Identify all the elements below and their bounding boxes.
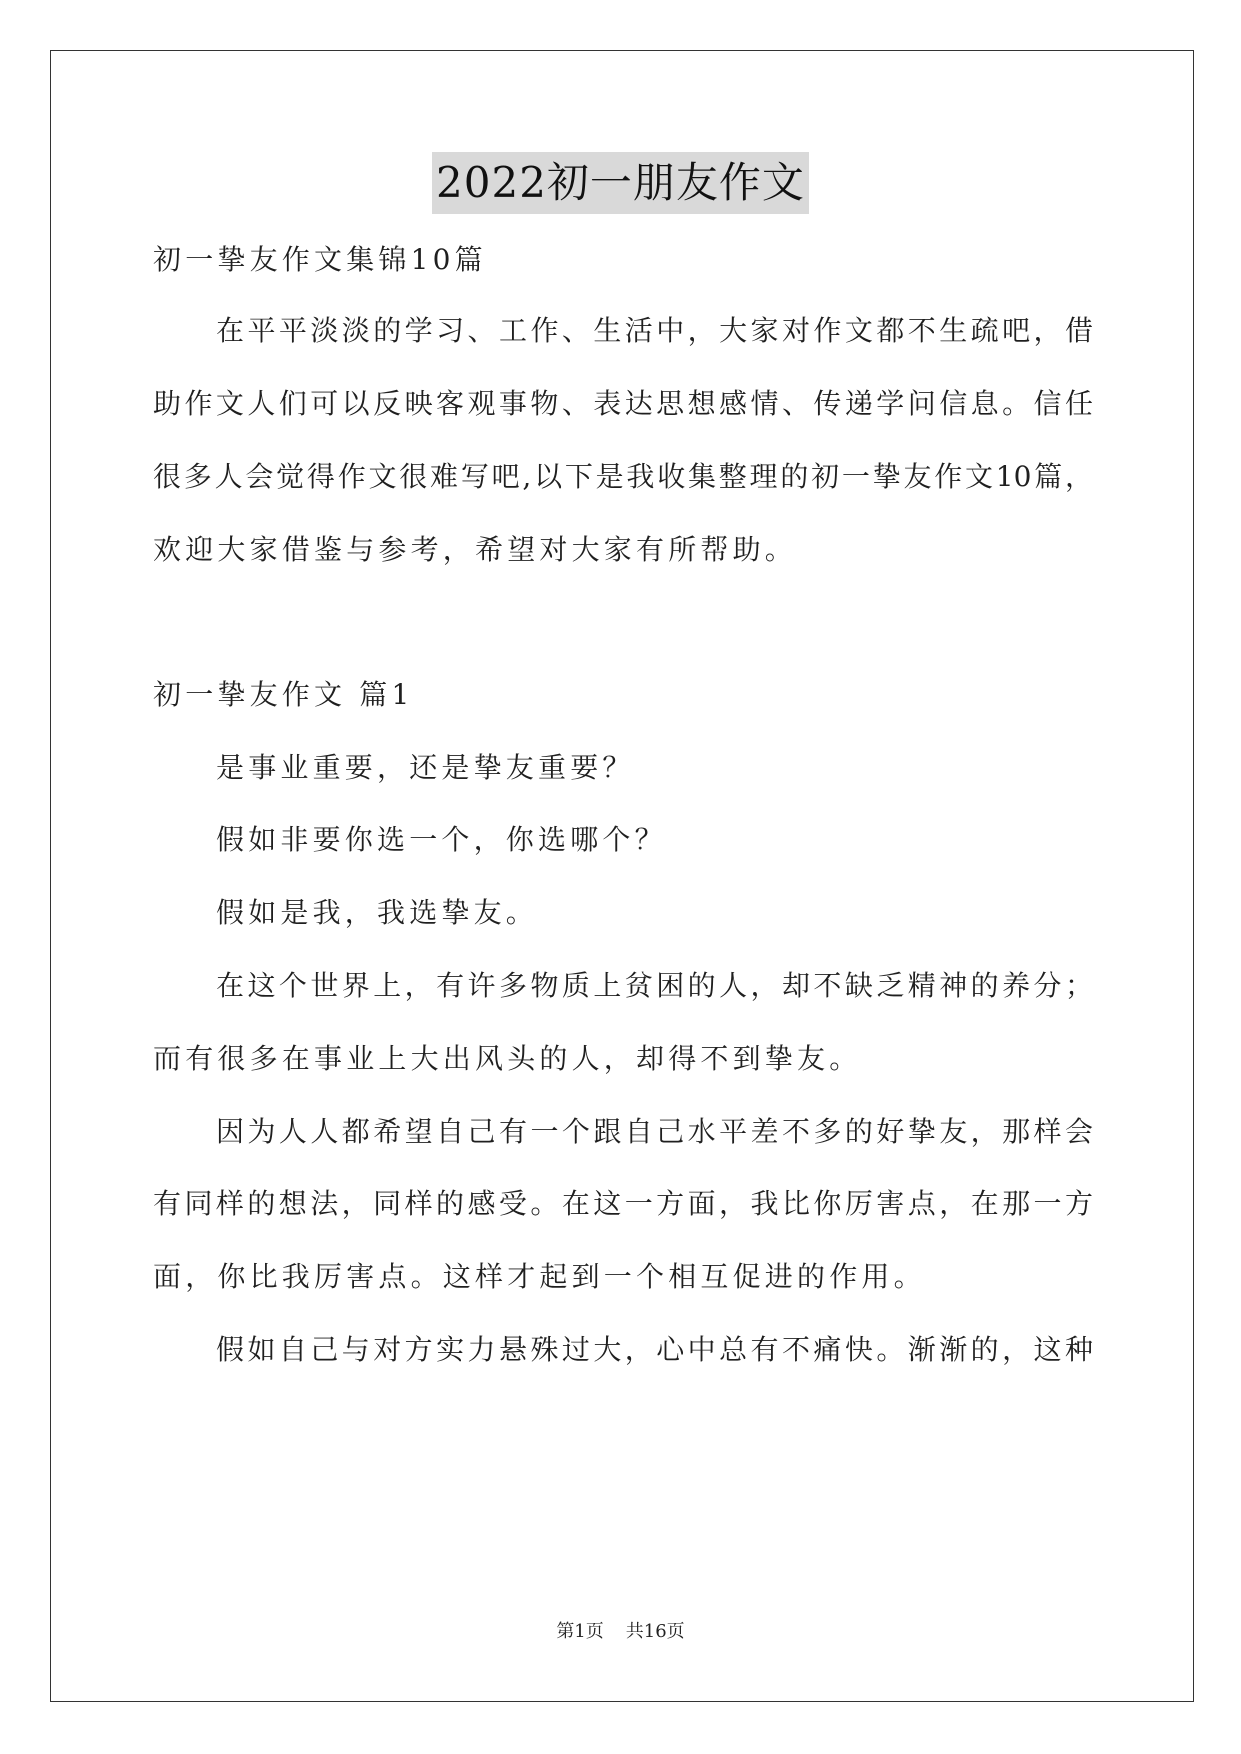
intro-line: 助作文人们可以反映客观事物、表达思想感情、传递学问信息。信任 <box>153 387 1093 420</box>
page-footer <box>0 1620 1241 1644</box>
intro-line: 欢迎大家借鉴与参考，希望对大家有所帮助。 <box>153 533 798 566</box>
page-total: 共16页 <box>625 1621 685 1642</box>
body-line: 而有很多在事业上大出风头的人，却得不到挚友。 <box>153 1042 862 1075</box>
intro-line: 很多人会觉得作文很难写吧,以下是我收集整理的初一挚友作文10篇， <box>153 460 1093 493</box>
intro-line: 在平平淡淡的学习、工作、生活中，大家对作文都不生疏吧，借 <box>216 314 1093 347</box>
page-number: 第1页 <box>556 1621 604 1642</box>
body-line: 假如自己与对方实力悬殊过大，心中总有不痛快。渐渐的，这种 <box>216 1333 1093 1366</box>
section-heading: 初一挚友作文 篇1 <box>153 678 414 711</box>
document-title: 2022初一朋友作文 <box>432 152 809 214</box>
body-line: 有同样的想法，同样的感受。在这一方面，我比你厉害点，在那一方 <box>153 1187 1093 1220</box>
title-area <box>0 152 1241 214</box>
body-line: 面，你比我厉害点。这样才起到一个相互促进的作用。 <box>153 1260 926 1293</box>
body-line: 在这个世界上，有许多物质上贫困的人，却不缺乏精神的养分； <box>216 969 1093 1002</box>
body-line: 假如是我，我选挚友。 <box>216 896 539 929</box>
collection-subtitle: 初一挚友作文集锦10篇 <box>153 243 487 276</box>
body-line: 是事业重要，还是挚友重要？ <box>216 751 635 784</box>
page-border <box>50 50 1194 1702</box>
body-line: 假如非要你选一个，你选哪个？ <box>216 823 667 856</box>
body-line: 因为人人都希望自己有一个跟自己水平差不多的好挚友，那样会 <box>216 1115 1093 1148</box>
